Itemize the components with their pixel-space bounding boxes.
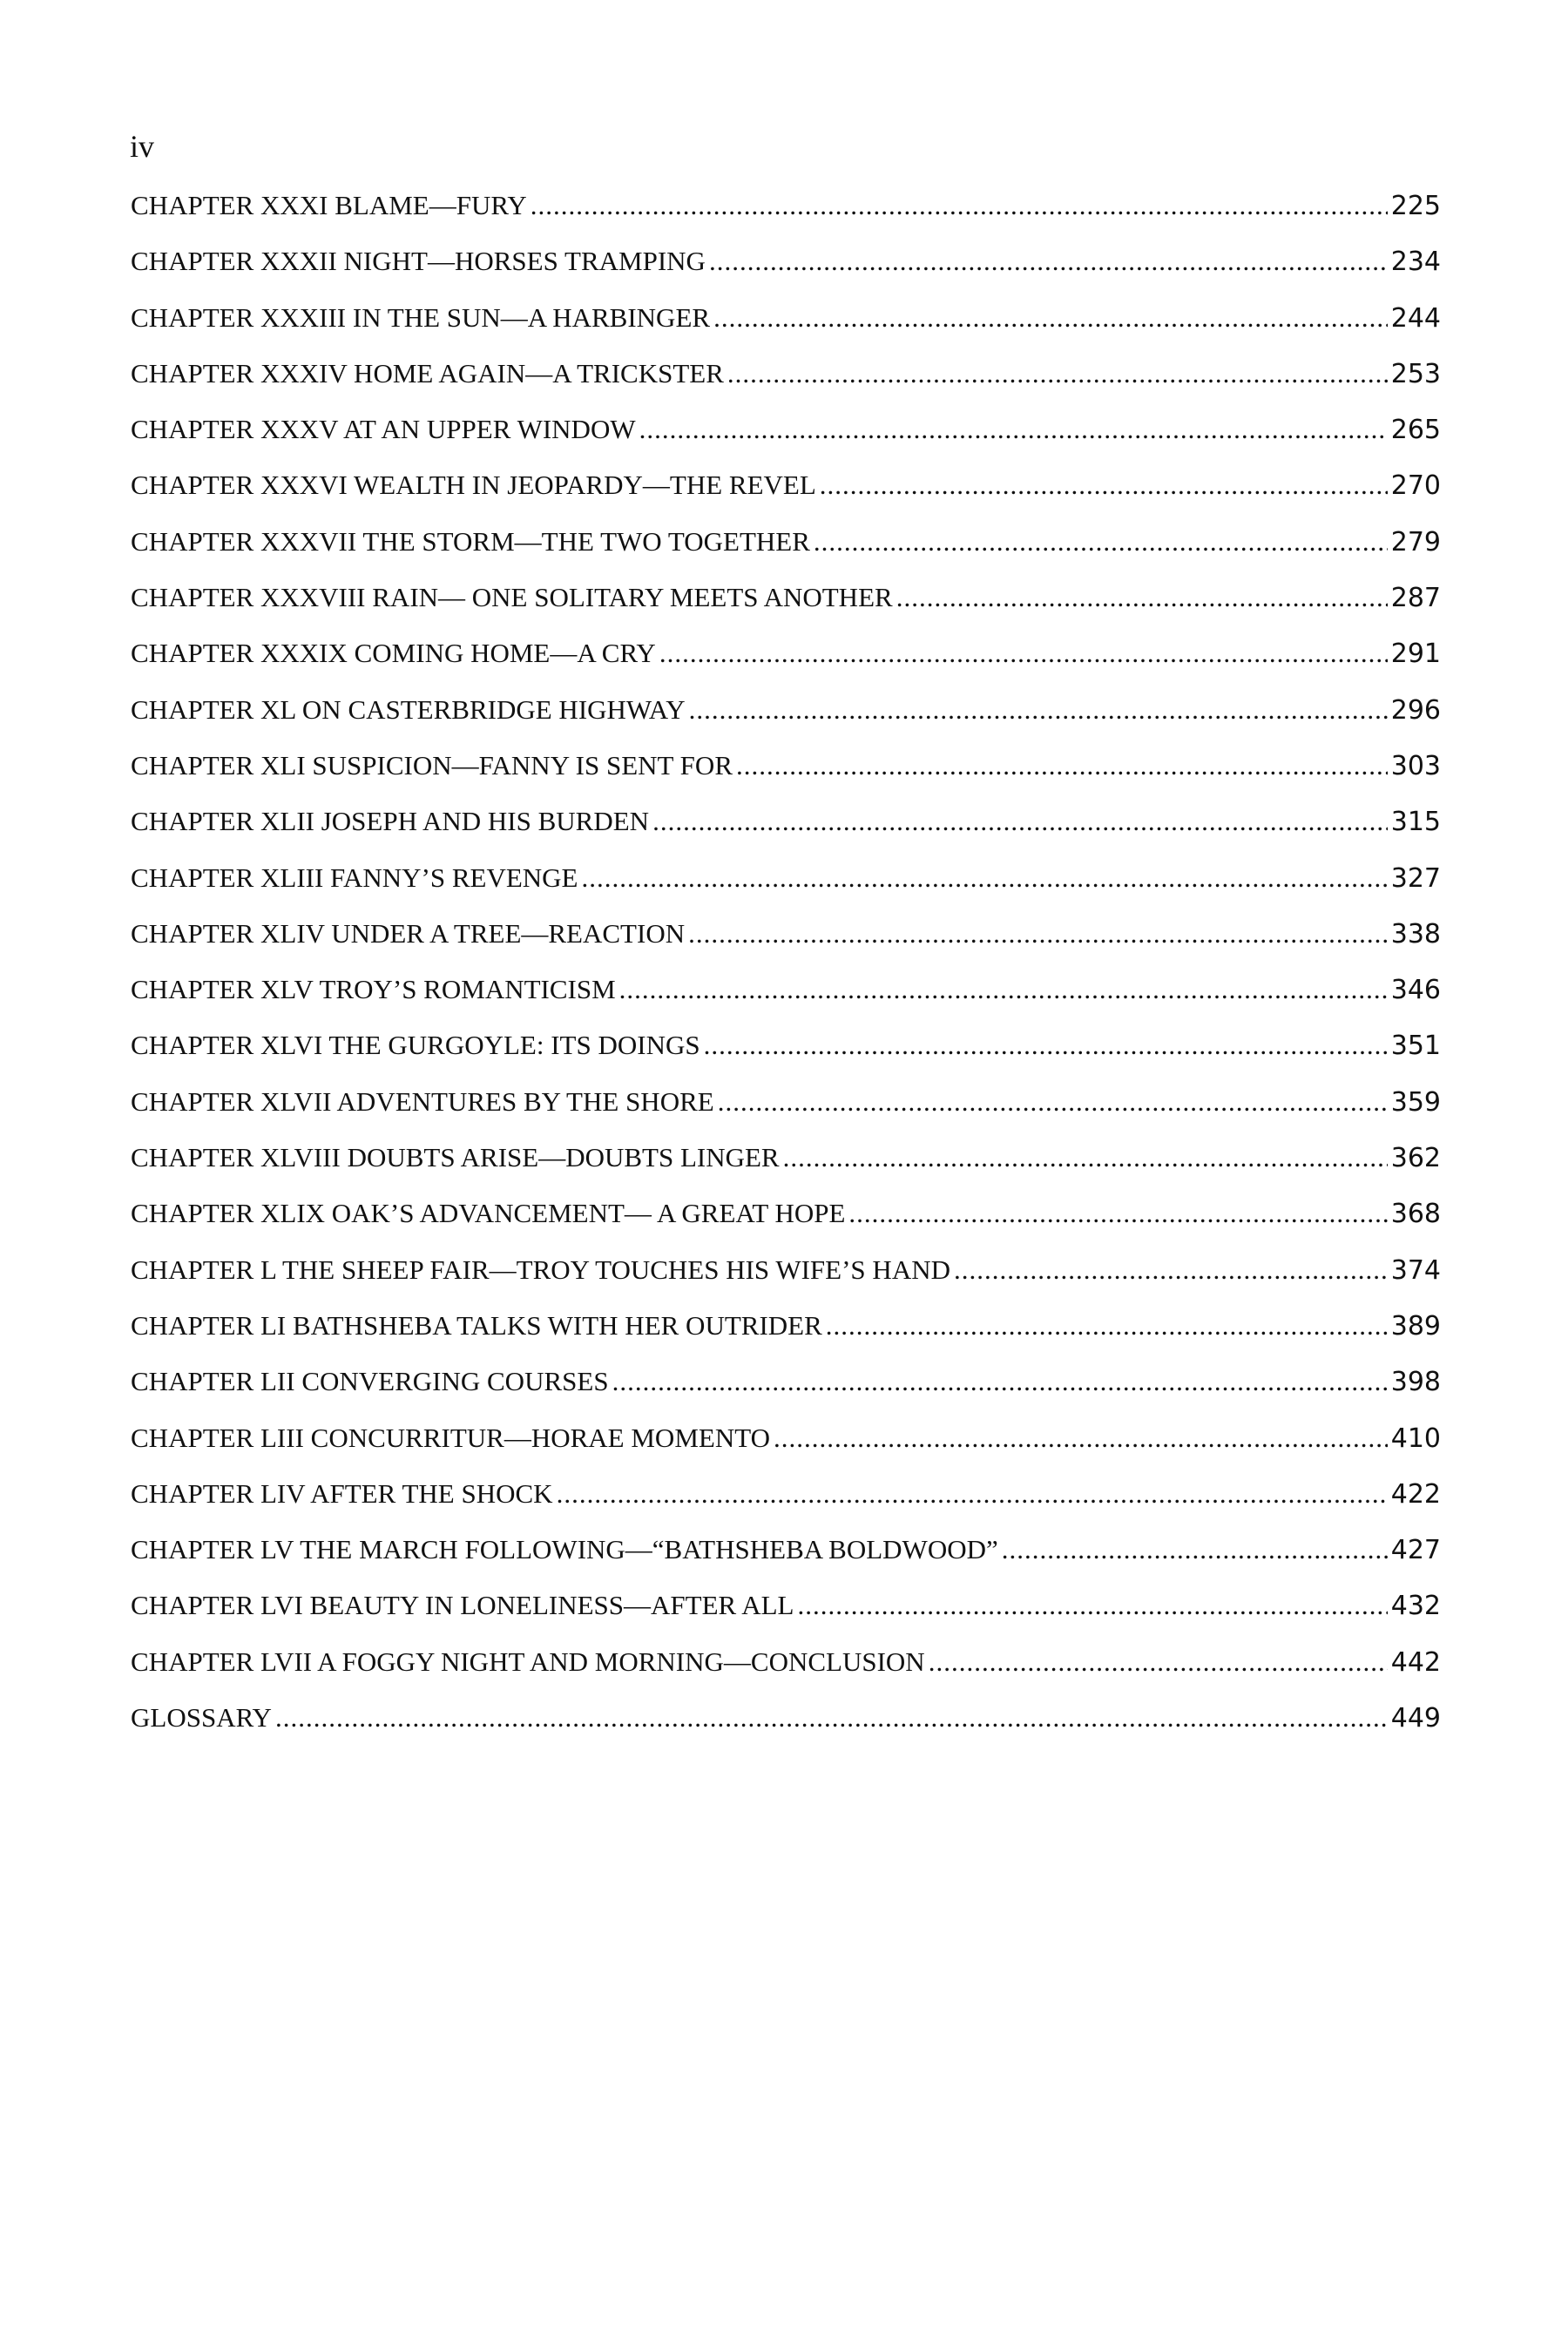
toc-dot-leader bbox=[929, 1646, 1388, 1678]
toc-entry-title: CHAPTER XXXII NIGHT—HORSES TRAMPING bbox=[131, 246, 706, 277]
toc-entry-page-number: 346 bbox=[1390, 975, 1441, 1006]
toc-entry-title: CHAPTER XXXIII IN THE SUN—A HARBINGER bbox=[131, 301, 711, 333]
toc-entry[interactable] bbox=[131, 1534, 1441, 1590]
toc-entry-title: CHAPTER XLII JOSEPH AND HIS BURDEN bbox=[131, 806, 650, 837]
toc-entry-title: CHAPTER XXXIV HOME AGAIN—A TRICKSTER bbox=[131, 357, 724, 389]
toc-entry[interactable] bbox=[131, 1254, 1441, 1310]
toc-entry-title: CHAPTER XXXIX COMING HOME—A CRY bbox=[131, 638, 656, 669]
toc-dot-leader bbox=[531, 190, 1388, 221]
toc-dot-leader bbox=[896, 582, 1388, 613]
toc-entry[interactable] bbox=[131, 526, 1441, 582]
toc-entry-title: GLOSSARY bbox=[131, 1702, 272, 1734]
toc-dot-leader bbox=[783, 1142, 1388, 1173]
toc-entry-page-number: 244 bbox=[1390, 302, 1441, 334]
toc-dot-leader bbox=[826, 1310, 1388, 1342]
toc-dot-leader bbox=[275, 1702, 1388, 1734]
toc-entry-title: CHAPTER LIII CONCURRITUR—HORAE MOMENTO bbox=[131, 1422, 770, 1453]
toc-entry-title: CHAPTER XXXVIII RAIN— ONE SOLITARY MEETS ANOTHER bbox=[131, 582, 893, 613]
toc-entry[interactable] bbox=[131, 1423, 1441, 1478]
toc-dot-leader bbox=[774, 1423, 1388, 1454]
toc-entry-title: CHAPTER XXXV AT AN UPPER WINDOW bbox=[131, 414, 636, 445]
toc-entry[interactable] bbox=[131, 694, 1441, 750]
toc-entry[interactable] bbox=[131, 302, 1441, 358]
toc-entry[interactable] bbox=[131, 358, 1441, 414]
toc-entry[interactable] bbox=[131, 1702, 1441, 1758]
toc-entry-page-number: 368 bbox=[1390, 1199, 1441, 1230]
toc-entry[interactable] bbox=[131, 1030, 1441, 1085]
toc-entry[interactable] bbox=[131, 1366, 1441, 1422]
toc-dot-leader bbox=[709, 246, 1388, 277]
toc-entry[interactable] bbox=[131, 414, 1441, 470]
toc-entry-title: CHAPTER XLV TROY’S ROMANTICISM bbox=[131, 974, 616, 1005]
toc-entry[interactable] bbox=[131, 638, 1441, 693]
toc-entry[interactable] bbox=[131, 1310, 1441, 1366]
toc-entry-page-number: 389 bbox=[1390, 1310, 1441, 1342]
toc-entry-page-number: 287 bbox=[1390, 583, 1441, 614]
toc-entry-title: CHAPTER XLVI THE GURGOYLE: ITS DOINGS bbox=[131, 1030, 700, 1061]
toc-entry-page-number: 279 bbox=[1390, 526, 1441, 558]
toc-entry[interactable] bbox=[131, 862, 1441, 918]
toc-entry[interactable] bbox=[131, 1646, 1441, 1702]
toc-entry[interactable] bbox=[131, 974, 1441, 1030]
toc-dot-leader bbox=[557, 1478, 1388, 1510]
toc-dot-leader bbox=[848, 1198, 1387, 1229]
toc-entry-title: CHAPTER XL ON CASTERBRIDGE HIGHWAY bbox=[131, 693, 686, 725]
table-of-contents bbox=[131, 190, 1441, 1758]
toc-entry-title: CHAPTER XLIII FANNY’S REVENGE bbox=[131, 862, 578, 893]
toc-entry-page-number: 234 bbox=[1390, 247, 1441, 278]
toc-entry[interactable] bbox=[131, 1198, 1441, 1254]
toc-dot-leader bbox=[718, 1086, 1388, 1118]
toc-dot-leader bbox=[612, 1366, 1388, 1397]
toc-entry-page-number: 296 bbox=[1390, 694, 1441, 726]
toc-dot-leader bbox=[581, 862, 1387, 894]
toc-dot-leader bbox=[689, 694, 1388, 726]
toc-entry-page-number: 327 bbox=[1390, 862, 1441, 894]
toc-entry-title: CHAPTER XLVIII DOUBTS ARISE—DOUBTS LINGER bbox=[131, 1142, 780, 1173]
toc-entry[interactable] bbox=[131, 246, 1441, 301]
toc-dot-leader bbox=[727, 358, 1388, 389]
toc-dot-leader bbox=[814, 526, 1388, 558]
toc-dot-leader bbox=[659, 638, 1388, 669]
toc-dot-leader bbox=[1002, 1534, 1388, 1565]
toc-dot-leader bbox=[619, 974, 1388, 1005]
toc-entry-page-number: 359 bbox=[1390, 1086, 1441, 1118]
toc-entry[interactable] bbox=[131, 470, 1441, 525]
toc-entry-title: CHAPTER LVII A FOGGY NIGHT AND MORNING—CONCLUSION bbox=[131, 1646, 925, 1677]
toc-entry-page-number: 265 bbox=[1390, 415, 1441, 446]
toc-entry-title: CHAPTER XLIV UNDER A TREE—REACTION bbox=[131, 917, 686, 949]
toc-dot-leader bbox=[639, 414, 1388, 445]
toc-dot-leader bbox=[713, 302, 1388, 334]
toc-entry-page-number: 253 bbox=[1390, 358, 1441, 389]
toc-entry-page-number: 362 bbox=[1390, 1143, 1441, 1174]
toc-entry-page-number: 270 bbox=[1390, 470, 1441, 502]
toc-entry[interactable] bbox=[131, 1590, 1441, 1646]
toc-entry-page-number: 225 bbox=[1390, 191, 1441, 221]
page-number: iv bbox=[130, 129, 155, 164]
toc-entry-page-number: 351 bbox=[1390, 1031, 1441, 1062]
toc-dot-leader bbox=[652, 806, 1388, 837]
toc-entry-title: CHAPTER XXXVI WEALTH IN JEOPARDY—THE REVEL bbox=[131, 470, 816, 501]
toc-entry-page-number: 449 bbox=[1390, 1703, 1441, 1734]
toc-entry[interactable] bbox=[131, 582, 1441, 638]
toc-entry-page-number: 410 bbox=[1390, 1423, 1441, 1454]
toc-entry-page-number: 315 bbox=[1390, 807, 1441, 838]
toc-entry[interactable] bbox=[131, 806, 1441, 862]
toc-dot-leader bbox=[820, 470, 1388, 501]
toc-entry-page-number: 338 bbox=[1390, 918, 1441, 950]
toc-dot-leader bbox=[688, 918, 1388, 950]
toc-entry-page-number: 374 bbox=[1390, 1254, 1441, 1286]
toc-entry-title: CHAPTER LV THE MARCH FOLLOWING—“BATHSHEBA BOLDWOOD” bbox=[131, 1534, 998, 1565]
toc-entry-title: CHAPTER LII CONVERGING COURSES bbox=[131, 1366, 609, 1397]
toc-entry[interactable] bbox=[131, 190, 1441, 246]
toc-dot-leader bbox=[704, 1030, 1388, 1061]
toc-entry-title: CHAPTER LIV AFTER THE SHOCK bbox=[131, 1477, 553, 1509]
toc-dot-leader bbox=[736, 750, 1388, 781]
toc-entry-title: CHAPTER LI BATHSHEBA TALKS WITH HER OUTRIDER bbox=[131, 1309, 822, 1341]
toc-entry[interactable] bbox=[131, 1478, 1441, 1534]
toc-entry[interactable] bbox=[131, 918, 1441, 974]
toc-entry-page-number: 432 bbox=[1390, 1591, 1441, 1622]
toc-dot-leader bbox=[954, 1254, 1388, 1286]
toc-entry-page-number: 398 bbox=[1390, 1367, 1441, 1398]
toc-entry-page-number: 291 bbox=[1390, 639, 1441, 670]
toc-entry[interactable] bbox=[131, 1086, 1441, 1142]
toc-entry-title: CHAPTER LVI BEAUTY IN LONELINESS—AFTER ALL bbox=[131, 1590, 794, 1621]
toc-entry-page-number: 422 bbox=[1390, 1478, 1441, 1510]
toc-entry-title: CHAPTER XXXVII THE STORM—THE TWO TOGETHER bbox=[131, 525, 810, 557]
toc-entry-title: CHAPTER XLVII ADVENTURES BY THE SHORE bbox=[131, 1085, 714, 1117]
toc-entry[interactable] bbox=[131, 750, 1441, 806]
toc-entry-title: CHAPTER XLIX OAK’S ADVANCEMENT— A GREAT HOPE bbox=[131, 1198, 846, 1229]
toc-entry[interactable] bbox=[131, 1142, 1441, 1198]
toc-entry-title: CHAPTER L THE SHEEP FAIR—TROY TOUCHES HIS WIFE’S HAND bbox=[131, 1254, 950, 1285]
toc-entry-title: CHAPTER XXXI BLAME—FURY bbox=[131, 190, 527, 220]
toc-entry-page-number: 303 bbox=[1390, 750, 1441, 781]
toc-dot-leader bbox=[798, 1590, 1388, 1621]
toc-entry-page-number: 427 bbox=[1390, 1535, 1441, 1566]
toc-entry-page-number: 442 bbox=[1390, 1646, 1441, 1678]
toc-entry-title: CHAPTER XLI SUSPICION—FANNY IS SENT FOR bbox=[131, 749, 733, 781]
